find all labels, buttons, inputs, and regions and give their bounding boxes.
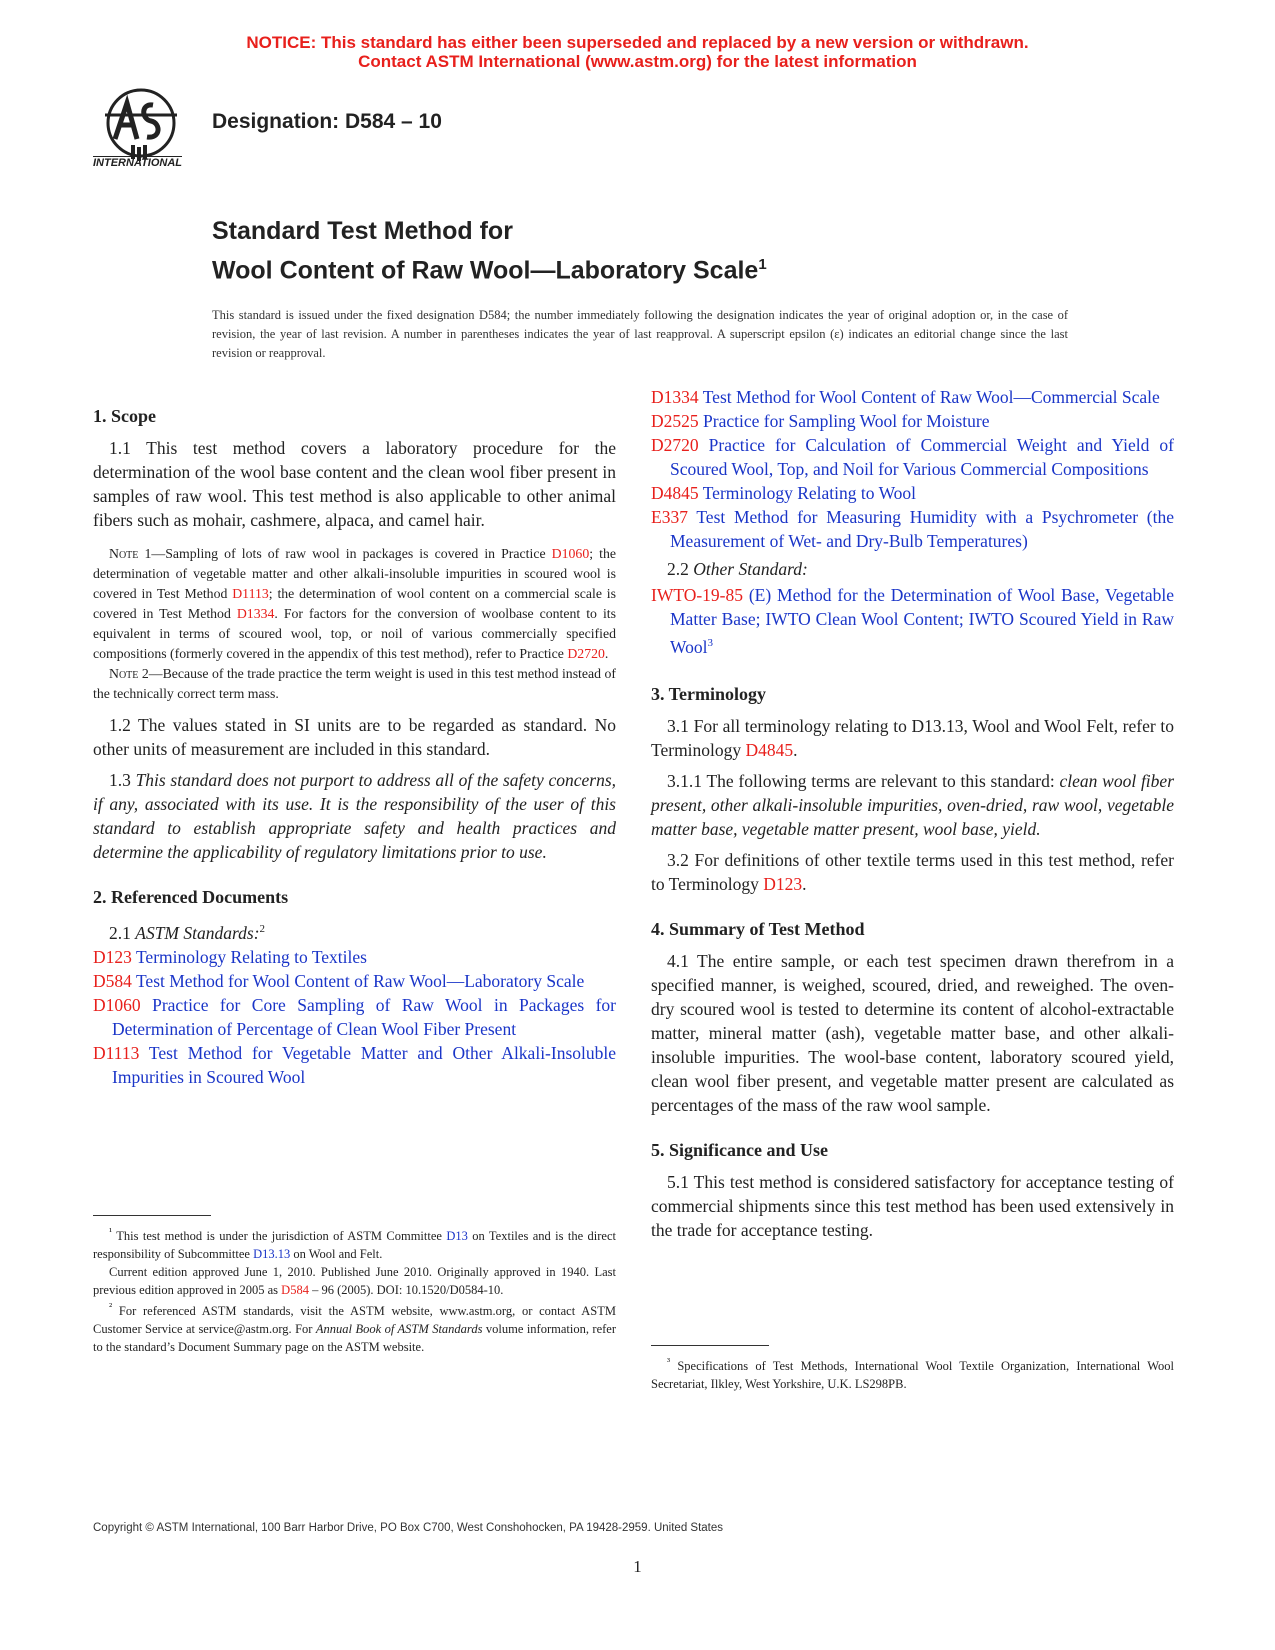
fn2-italic: Annual Book of ASTM Standards: [315, 1322, 483, 1337]
title-line-2: [212, 248, 767, 287]
astm-reference-list-left: [93, 945, 616, 1089]
title-footnote-marker: 1: [758, 256, 767, 273]
term-3-1-link-d4845[interactable]: D4845: [745, 739, 794, 760]
summary-4-1: 4.1 The entire sample, or each test specimen drawn therefrom in a specified manner, is weighed, scoured, dried, and reweighed. The oven-dry scoured wool is tested to determine its content of alcohol-extractable matter, mineral matter (ash), vegetable matter base, and other alkali-insoluble impurities. The wool-base content, laboratory scoured yield, clean wool fiber present, and vegetable matter present are calculated as percentages of the mass of the raw wool sample.: [651, 950, 1174, 1115]
sub-2-2-number: 2.2: [667, 559, 694, 579]
note-1-text-c: ; the determination of wool content on a commercial scale is covered in Test Method: [93, 586, 616, 621]
footnote-rule-right: [651, 1345, 769, 1346]
reference-title[interactable]: Test Method for Wool Content of Raw Wool—Laboratory Scale: [135, 970, 585, 991]
reference-code[interactable]: D2525: [651, 411, 699, 431]
reference-item[interactable]: [651, 433, 1174, 481]
reference-item[interactable]: [93, 993, 616, 1041]
reference-code[interactable]: D123: [93, 946, 132, 967]
term-3-1-1-terms: clean wool fiber present, other alkali-insoluble impurities, oven-dried, raw wool, vegetable matter base, vegetable matter present, wool base, yield.: [651, 770, 1174, 839]
term-3-2-text: 3.2 For definitions of other textile terms used in this test method, refer to Terminology: [651, 849, 1174, 894]
reference-code[interactable]: D1334: [651, 387, 699, 407]
term-3-1-end: .: [793, 739, 798, 760]
scope-1-3: [93, 768, 616, 864]
right-column: [651, 385, 1174, 1392]
reference-item[interactable]: [651, 385, 1174, 409]
reference-item[interactable]: [651, 505, 1174, 553]
notice-line-1: NOTICE: This standard has either been superseded and replaced by a new version or withdrawn.: [246, 33, 1029, 52]
fn2-text-b: volume information, refer to the standard’s Document Summary page on the ASTM website.: [93, 1322, 616, 1355]
reference-iwto[interactable]: [651, 583, 1174, 659]
note-1-text-a: —Sampling of lots of raw wool in packages is covered in Practice: [151, 546, 552, 561]
fn1-link-d13[interactable]: D13: [446, 1229, 468, 1244]
document-title: [212, 215, 767, 287]
terminology-3-1: [651, 714, 1174, 762]
note-1-text-d: . For factors for the conversion of woolbase content to its equivalent in terms of scoured wool, top, or noil of various commercially specified compositions (formerly covered in the appendix of this test method), refer to Practice: [93, 606, 616, 661]
astm-reference-list-right: [651, 385, 1174, 553]
astm-logo: [93, 87, 193, 175]
sub-2-1-number: 2.1: [109, 922, 136, 943]
fn2-marker: ²: [109, 1302, 113, 1314]
reference-code[interactable]: D1060: [93, 994, 141, 1015]
reference-footnote-marker: 3: [707, 637, 713, 649]
sub-2-1-footnote-marker: 2: [259, 923, 266, 935]
term-3-2-link-d123[interactable]: D123: [763, 873, 803, 894]
terminology-3-2: [651, 848, 1174, 896]
reference-item[interactable]: [93, 945, 616, 969]
note-1-text-e: .: [604, 646, 609, 661]
term-3-1-text: 3.1 For all terminology relating to D13.13, Wool and Wool Felt, refer to Terminology: [651, 715, 1174, 760]
logo-international-label: INTERNATIONAL: [93, 157, 183, 169]
scope-1-1: 1.1 This test method covers a laboratory procedure for the determination of the wool base content and the clean wool fiber present in samples of raw wool. This test method is also applicable to other animal fibers such as mohair, cashmere, alpaca, and camel hair.: [93, 438, 616, 530]
fn3-marker: ³: [667, 1357, 671, 1368]
reference-item[interactable]: [93, 969, 616, 993]
left-footnotes: [93, 1215, 616, 1356]
scope-1-3-number: 1.3: [109, 770, 136, 790]
reference-title[interactable]: Test Method for Vegetable Matter and Other Alkali-Insoluble Impurities in Scoured Wool: [112, 1042, 617, 1087]
reference-title[interactable]: Test Method for Wool Content of Raw Wool—Commercial Scale: [702, 387, 1160, 407]
fn3-text: Specifications of Test Methods, International Wool Textile Organization, International Wool Secretariat, Ilkley, West Yorkshire, U.K. LS298PB.: [651, 1359, 1174, 1392]
reference-code[interactable]: E337: [651, 507, 688, 527]
title-line-2-text: Wool Content of Raw Wool—Laboratory Scale: [212, 256, 759, 285]
note-2: [93, 664, 616, 704]
summary-heading: 4. Summary of Test Method: [651, 918, 865, 939]
footnote-3: [651, 1354, 1174, 1393]
designation: Designation: D584 – 10: [212, 110, 442, 133]
significance-heading: 5. Significance and Use: [651, 1139, 829, 1160]
astm-standards-subheading: [93, 917, 616, 945]
term-3-1-1-text: 3.1.1 The following terms are relevant to this standard:: [667, 770, 1060, 791]
note-1: [93, 544, 616, 664]
reference-code[interactable]: D2720: [651, 435, 699, 455]
terminology-heading: 3. Terminology: [651, 683, 767, 704]
scope-1-3-text: This standard does not purport to address all of the safety concerns, if any, associated with its use. It is the responsibility of the user of this standard to establish appropriate safety and health practices and determine the applicability of regulatory limitations prior to use.: [93, 770, 617, 862]
fn1-link-d584[interactable]: D584: [281, 1283, 309, 1298]
reference-title[interactable]: Terminology Relating to Textiles: [135, 946, 367, 967]
reference-item[interactable]: [93, 1041, 616, 1089]
note-2-label: Note 2: [109, 666, 149, 681]
fn1-text-b: on Textiles and is the direct responsibility of Subcommittee: [93, 1229, 617, 1262]
reference-code[interactable]: D1113: [93, 1042, 140, 1063]
sub-2-2-label: Other Standard:: [693, 559, 808, 579]
left-column: [93, 405, 617, 1355]
fn1-text-d: Current edition approved June 1, 2010. Published June 2010. Originally approved in 1940. Last previous edition approved in 2005 as: [93, 1265, 616, 1298]
note-1-text-b: ; the determination of vegetable matter and other alkali-insoluble impurities in scoured wool is covered in Test Method: [93, 546, 616, 601]
reference-title[interactable]: Practice for Core Sampling of Raw Wool in Packages for Determination of Percentage of Clean Wool Fiber Present: [112, 994, 617, 1039]
refdocs-heading: 2. Referenced Documents: [93, 887, 289, 907]
note-2-text: —Because of the trade practice the term weight is used in this test method instead of the technically correct term mass.: [93, 666, 616, 701]
fn2-text-a: For referenced ASTM standards, visit the ASTM website, www.astm.org, or contact ASTM Customer Service at service@astm.org. For: [93, 1304, 616, 1337]
reference-title[interactable]: Test Method for Measuring Humidity with a Psychrometer (the Measurement of Wet- and Dry-Bulb Temperatures): [670, 507, 1174, 551]
significance-5-1: 5.1 This test method is considered satisfactory for acceptance testing of commercial shipments since this test method has been used extensively in the trade for acceptance testing.: [651, 1171, 1174, 1240]
right-footnotes: [651, 1345, 1174, 1393]
note-1-link-d1113[interactable]: D1113: [232, 586, 269, 601]
scope-heading: 1. Scope: [93, 406, 156, 426]
fn1-text-c: on Wool and Felt.: [290, 1247, 383, 1262]
reference-title[interactable]: Practice for Calculation of Commercial Weight and Yield of Scoured Wool, Top, and Noil for Various Commercial Compositions: [670, 435, 1174, 479]
reference-code[interactable]: IWTO-19-85: [651, 585, 744, 605]
fn1-link-d13-13[interactable]: D13.13: [253, 1247, 291, 1262]
footnote-rule: [93, 1215, 211, 1216]
issued-note: This standard is issued under the fixed designation D584; the number immediately following the designation indicates the year of original adoption or, in the case of revision, the year of last revision. A number in parentheses indicates the year of last reapproval. A superscript epsilon (ε) indicates an editorial change since the last revision or reapproval.: [212, 308, 1068, 360]
fn1-text-e: – 96 (2005). DOI: 10.1520/D0584-10.: [308, 1283, 504, 1298]
note-1-link-d1334[interactable]: D1334: [236, 606, 275, 621]
other-standard-subheading: [651, 557, 1174, 581]
note-1-link-d1060[interactable]: D1060: [551, 546, 590, 561]
page-number: 1: [633, 1557, 642, 1576]
footnote-1: [93, 1224, 616, 1263]
notice-line-2: Contact ASTM International (www.astm.org) for the latest information: [358, 52, 917, 71]
reference-title[interactable]: Terminology Relating to Wool: [702, 483, 917, 503]
footnote-1-edition: [93, 1263, 616, 1299]
reference-code[interactable]: D584: [93, 970, 132, 991]
reference-title[interactable]: Practice for Sampling Wool for Moisture: [703, 411, 990, 431]
footnote-2: [93, 1299, 616, 1356]
scope-1-2: 1.2 The values stated in SI units are to be regarded as standard. No other units of measurement are included in this standard.: [93, 715, 616, 759]
terminology-3-1-1: [651, 769, 1174, 841]
note-1-link-d2720[interactable]: D2720: [567, 646, 605, 661]
note-1-label: Note 1: [109, 546, 152, 561]
reference-item[interactable]: [651, 481, 1174, 505]
term-3-2-end: .: [802, 873, 807, 894]
reference-item[interactable]: [651, 409, 1174, 433]
withdrawal-notice: [0, 33, 1275, 71]
copyright: Copyright © ASTM International, 100 Barr Harbor Drive, PO Box C700, West Conshohocken, PA 19428-2959. United States: [93, 1522, 724, 1534]
title-line-1: Standard Test Method for: [212, 217, 513, 245]
reference-title[interactable]: (E) Method for the Determination of Wool Base, Vegetable Matter Base; IWTO Clean Wool Content; IWTO Scoured Yield in Raw Wool: [670, 585, 1174, 657]
fn1-text-a: This test method is under the jurisdiction of ASTM Committee: [112, 1229, 447, 1244]
fn1-marker: ¹: [109, 1227, 113, 1238]
sub-2-1-label: ASTM Standards:: [135, 922, 260, 943]
reference-code[interactable]: D4845: [651, 483, 699, 503]
